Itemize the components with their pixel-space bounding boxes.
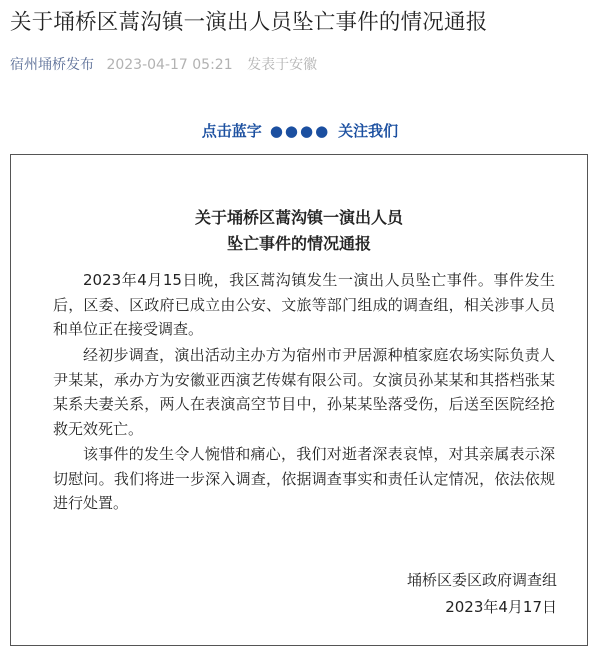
notice-paragraph-1: 2023年4月15日晚，我区蒿沟镇发生一演出人员坠亡事件。事件发生后，区委、区政府已成立由公安、文旅等部门组成的调查组，相关涉事人员和单位正在接受调查。 bbox=[53, 271, 555, 339]
publish-date: 2023-04-17 05:21 bbox=[106, 57, 233, 73]
account-name-link[interactable]: 宿州埇桥发布 bbox=[10, 57, 94, 73]
follow-banner-left: 点击蓝字 bbox=[201, 122, 262, 140]
article-meta bbox=[10, 55, 317, 75]
notice-paragraph-3: 该事件的发生令人惋惜和痛心，我们对逝者深表哀悼，对其亲属表示深切慰问。我们将进一步深入调查，依据调查事实和责任认定情况，依法依规进行处置。 bbox=[53, 445, 555, 513]
follow-banner-right: 关注我们 bbox=[338, 122, 399, 140]
notice-sign-date: 2023年4月17日 bbox=[445, 598, 557, 616]
notice-box bbox=[10, 154, 588, 646]
notice-heading-line1: 关于埇桥区蒿沟镇一演出人员 bbox=[194, 208, 403, 227]
follow-banner[interactable] bbox=[0, 121, 600, 141]
notice-heading-line2: 坠亡事件的情况通报 bbox=[226, 234, 371, 253]
notice-paragraph-2: 经初步调查，演出活动主办方为宿州市尹居源种植家庭农场实际负责人尹某某，承办方为安徽亚西演艺传媒有限公司。女演员孙某某和其搭档张某某系夫妻关系，两人在表演高空节目中，孙某某坠落受伤，后送至医院经抢救无效死亡。 bbox=[53, 346, 555, 439]
follow-banner-dots: ●●●● bbox=[269, 122, 331, 140]
notice-signature: 埇桥区委区政府调查组 bbox=[406, 571, 557, 589]
article-title: 关于埇桥区蒿沟镇一演出人员坠亡事件的情况通报 bbox=[10, 10, 488, 35]
notice-heading bbox=[11, 205, 587, 257]
publish-location: 发表于安徽 bbox=[247, 57, 318, 73]
